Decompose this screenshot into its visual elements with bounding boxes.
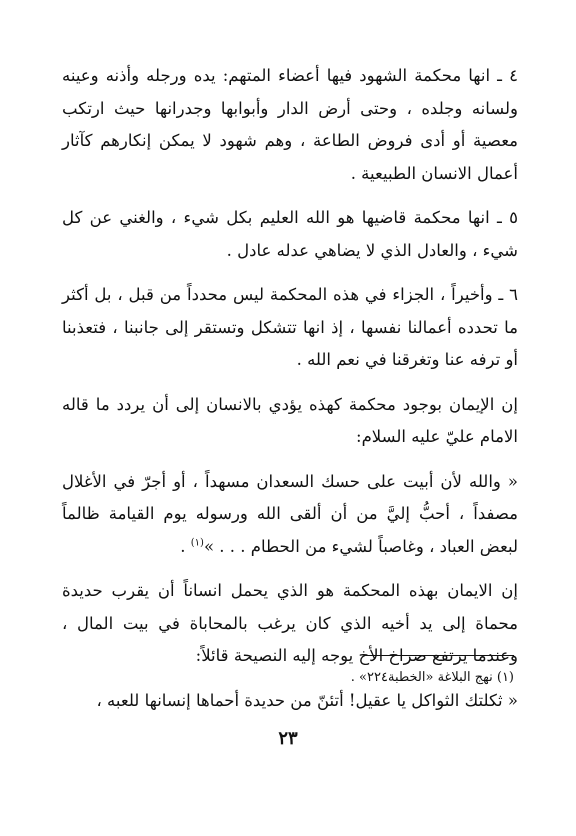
paragraph-point-4: ٤ ـ انها محكمة الشهود فيها أعضاء المتهم: يده ورجله وأذنه وعينه ولسانه وجلده ، وحتى أرض الدار وأبوابها وجدرانها حيث ارتكب معصية أو أدى فروض الطاعة ، وهم شهود لا يمكن إنكارهم كآثار أعمال الانسان الطبيعية .	[62, 66, 518, 183]
footnote-divider	[366, 655, 514, 656]
page-number: ٢٣	[278, 728, 298, 749]
paragraph-aqil-quote: « ثكلتك الثواكل يا عقيل! أتئنّ من حديدة أحماها إنسانها للعبه ،	[96, 690, 518, 710]
paragraph-point-6: ٦ ـ وأخيراً ، الجزاء في هذه المحكمة ليس محدداً من قبل ، بل أكثر ما تحدده أعمالنا نفسها ، إذ انها تتشكل وتستقر إلى جانبنا ، فتعذبنا أو ترفه عنا وتغرقنا في نعم الله .	[62, 285, 518, 369]
paragraph-imam-quote: « والله لأن أبيت على حسك السعدان مسهداً ، أو أجرّ في الأغلال مصفداً ، أحبُّ إليَّ من أن ألقى الله ورسوله يوم القيامة ظالماً لبعض العباد ، وغاصباً لشيء من الحطام . . . »$^{(١)}$ .	[62, 471, 518, 556]
paragraph-iron-story: إن الايمان بهذه المحكمة هو الذي يحمل انساناً أن يقرب حديدة محماة إلى يد أخيه الذي كان يرغب بالمحاباة في بيت المال ، وعندما يرتفع صراخ الأخ يوجه إليه النصيحة قائلاً:	[62, 581, 518, 665]
quote-text: « والله لأن أبيت على حسك السعدان مسهداً ، أو أجرّ في الأغلال مصفداً ، أحبُّ إليَّ من أن ألقى الله ورسوله يوم القيامة ظالماً لبعض العباد ، وغاصباً لشيء من الحطام . . . »	[62, 471, 518, 556]
footnote-marker: (١)	[190, 537, 204, 548]
body-text	[62, 60, 518, 729]
paragraph-point-5: ٥ ـ انها محكمة قاضيها هو الله العليم بكل شيء ، والغني عن كل شيء ، والعادل الذي لا يضاهي عدله عادل .	[62, 208, 518, 260]
footnote: (١) نهج البلاغة «الخطبة٢٢٤» .	[350, 670, 514, 685]
paragraph-imam-intro: إن الإيمان بوجود محكمة كهذه يؤدي بالانسان إلى أن يردد ما قاله الامام عليّ عليه السلام:	[62, 394, 518, 446]
